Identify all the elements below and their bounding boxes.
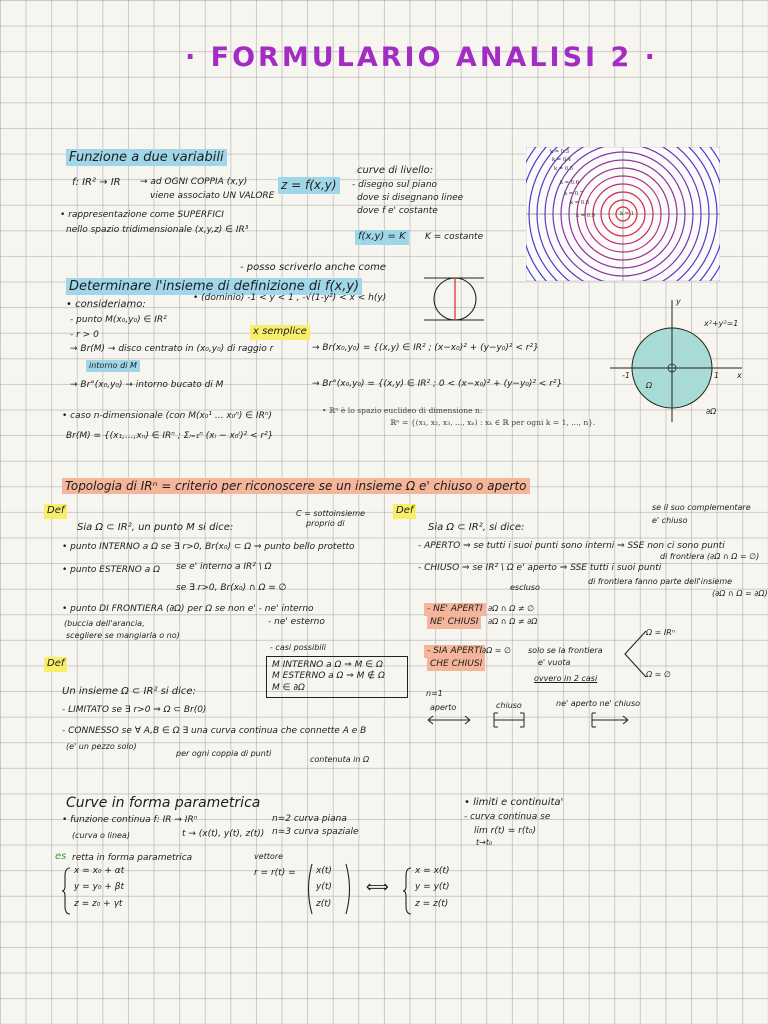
open-interval-label: aperto [430,703,457,712]
parametric-line: retta in forma parametrica [72,853,193,863]
closed-set: - CHIUSO ⇒ se IR² \ Ω e' aperto ⇒ SSE tutti i suoi punti [418,563,662,573]
component-z: z = z(t) [415,898,449,909]
both-open: - SIA APERTI [424,645,485,658]
contour-label: k = 0.9 [576,213,596,219]
circle-equation: x²+y²=1 [704,319,739,328]
contour-plot [526,147,720,281]
rn-note-line1: • ℝⁿ è lo spazio euclideo di dimensione n: [322,406,483,415]
domain-alt-note: - posso scriverlo anche come [240,262,386,273]
closed-set-b: di frontiera fanno parte dell'insieme [588,577,733,586]
closed-interval-label: chiuso [496,701,522,710]
consider-label: • consideriamo: [66,299,146,310]
subset-note-2: proprio di [306,519,345,528]
component-system [415,866,449,910]
continuous-curve-if: - curva continua se [464,812,551,822]
def-badge-left: Def [44,504,67,519]
excluded-note: escluso [510,583,540,592]
neither-eq-1: ∂Ω ∩ Ω ≠ ∅ [488,604,535,613]
disk-description: → Br(M) → disco centrato in (x₀,y₀) di raggio r [70,344,274,354]
both-closed: CHE CHIUSI [427,658,485,671]
two-cases: ovvero in 2 casi [534,674,598,683]
complement-note-2: e' chiuso [652,516,688,525]
case-empty-set: Ω = ∅ [646,670,671,679]
space-curve: n=3 curva spaziale [272,827,359,837]
neither-open: - NE' APERTI [424,603,486,616]
level-constant-note: K = costante [425,232,484,242]
vector-note: vettore [254,852,284,861]
function-def-coppia: → ad OGNI COPPIA (x,y) [140,177,248,187]
intorno-label: intorno di M [86,360,140,372]
section-heading-domain: Determinare l'insieme di definizione di f(x,y) [66,278,362,295]
equivalence-arrow: ⟺ [366,877,389,896]
n-one-label: n=1 [426,689,443,698]
one-piece-note: (e' un pezzo solo) [66,742,137,751]
curve-or-line: (curva o linea) [72,831,130,840]
interior-point: • punto INTERNO a Ω se ∃ r>0, Br(x₀) ⊂ Ω ⇒ punto bello protetto [62,542,355,552]
frontier-note-2: scegliere se mangiarla o no) [66,631,180,640]
system-brace-left [62,866,72,916]
is-empty: e' vuota [538,658,571,667]
section-heading-topology: Topologia di IRⁿ = criterio per riconoscere se un insieme Ω e' chiuso o aperto [62,478,530,494]
contour-label: k = 1 [620,211,635,217]
interval-sketches [424,710,644,730]
contained-note: contenuta in Ω [310,755,370,764]
contour-label: k = 0.5 [554,166,574,172]
open-set-b: di frontiera (∂Ω ∩ Ω = ∅) [660,552,760,561]
level-curves-line2: - disegno sul piano [352,180,438,190]
printed-rn-note [322,405,622,429]
case-whole-space: Ω = IRⁿ [646,628,676,637]
open-set: - APERTO ⇒ se tutti i suoi punti sono interni ⇒ SSE non ci sono punti [418,541,725,551]
exterior-point-b: se e' interno a IR² \ Ω [176,562,272,572]
function-equation: z = f(x,y) [278,177,340,194]
connected-set: - CONNESSO se ∀ A,B ∈ Ω ∃ una curva continua che connette A e B [62,726,367,736]
frontier-point-b: - ne' esterno [268,617,325,627]
unit-circle-diagram [606,290,756,425]
component-x: x = x(t) [415,866,450,876]
level-curves-line4: dove f e' costante [357,206,438,216]
level-curves-line3: dove si disegnano linee [357,193,464,203]
complement-note-1: se il suo complementare [652,503,751,512]
surface-rep-line1: • rappresentazione come SUPERFICI [60,210,224,220]
component-y: y = y(t) [415,882,450,893]
x-semplice: x semplice [250,325,310,340]
bounded-set: - LIMITATO se ∃ r>0 ⇒ Ω ⊂ Br(0) [62,705,207,715]
case-frontier: M ∈ ∂Ω [272,682,305,693]
tick-neg: -1 [622,371,630,380]
sia-left: Sia Ω ⊂ IR², un punto M si dice: [77,522,234,533]
function-def-valore: viene associato UN VALORE [150,191,275,201]
plane-curve: n=2 curva piana [272,814,347,824]
level-equation: f(x,y) = K [355,230,409,245]
function-def-domain: f: IR² → IR [72,177,121,188]
case-exterior: M ESTERNO a Ω ⇒ M ∉ Ω [272,671,385,682]
boundary-label: ∂Ω [706,407,717,416]
punctured-equation: → Br°(x₀,y₀) = {(x,y) ∈ IR² ; 0 < (x−x₀)² + (y−y₀)² < r²} [312,379,563,389]
surface-rep-line2: nello spazio tridimensionale (x,y,z) ∈ IR³ [66,225,249,235]
possible-cases: - casi possibili [270,643,326,652]
def-badge-lower: Def [44,657,67,672]
radius-positive: - r > 0 [70,330,99,340]
axis-x-label: x [737,371,742,380]
contour-label: k = 0.7 [564,191,584,197]
contour-label: k = 0.4 [552,157,572,163]
vector-r-label: r = r(t) = [254,868,296,878]
closed-set-c: (∂Ω ∩ Ω = ∂Ω) [712,589,768,598]
sia-right: Sia Ω ⊂ IR², si dice: [428,522,525,533]
rn-note-line2: ℝⁿ = {(x₁, x₂, x₃, ..., xₙ) : xₖ ∈ ℝ per ogni k = 1, ..., n}. [390,418,596,428]
exterior-point-c: se ∃ r>0, Br(x₀) ∩ Ω = ∅ [176,583,287,593]
parametric-map: t → (x(t), y(t), z(t)) [182,829,265,839]
limit-equation: lim r(t) = r(t₀) [474,826,537,836]
contour-label: k = 0.8 [570,200,590,206]
limits-heading: • limiti e continuita' [464,797,564,808]
neither-eq-2: ∂Ω ∩ Ω ≠ ∂Ω [488,617,538,626]
vector-components [316,866,332,910]
point-m: - punto M(x₀,y₀) ∈ IR² [70,315,167,325]
def-badge-right: Def [393,504,416,519]
every-pair-note: per ogni coppia di punti [176,749,272,758]
neither-interval-label: ne' aperto ne' chiuso [556,699,641,708]
only-if-frontier: solo se la frontiera [528,646,603,655]
n-dim-ball: Br(M) = {(x₁,...,xₙ) ∈ IRⁿ ; Σᵢ₌₁ⁿ (xᵢ − x₀ⁱ)² < r²} [66,431,274,441]
n-dim-case: • caso n-dimensionale (con M(x₀¹ ... x₀ⁿ) ∈ IRⁿ) [62,411,272,421]
neither-closed: NE' CHIUSI [427,616,481,629]
section-heading-functions: Funzione a due variabili [66,149,227,166]
contour-label: k = 0.6 [560,180,580,186]
line-y: y = y₀ + βt [74,882,125,893]
level-curves-title: curve di livello: [357,165,434,176]
frontier-note-1: (buccia dell'arancia, [64,619,145,628]
example-label: es [55,851,67,862]
domain-inequality: • (dominio) -1 < y < 1 , -√(1-y²) < x < h(y) [193,293,387,303]
vector-z: z(t) [316,898,332,909]
limit-subscript: t→t₀ [476,838,493,847]
line-system [74,866,124,910]
domain-sketch [424,268,488,328]
cases-branch-arrow [622,628,648,680]
page-title: · FORMULARIO ANALISI 2 · [185,42,658,73]
punctured-disk: → Br°(x₀,y₀) → intorno bucato di M [70,380,224,390]
axis-y-label: y [676,297,681,306]
vector-x: x(t) [316,866,332,876]
line-z: z = z₀ + γt [74,898,123,909]
frontier-point-a: • punto DI FRONTIERA (∂Ω) per Ω se non e' - ne' interno [62,604,314,614]
tick-pos: 1 [714,371,720,380]
vector-y: y(t) [316,882,332,893]
subset-note-1: C = sottoinsieme [296,509,365,518]
line-x: x = x₀ + αt [74,866,125,876]
both-eq: ∂Ω = ∅ [482,646,512,655]
case-interior: M INTERNO a Ω ⇒ M ∈ Ω [272,660,383,670]
exterior-point-a: • punto ESTERNO a Ω [62,565,160,575]
set-definition: Un insieme Ω ⊂ IR² si dice: [62,686,196,697]
continuous-function: • funzione continua f: IR → IRⁿ [62,815,198,825]
cases-box [266,656,408,698]
omega-label: Ω [646,381,653,390]
section-heading-curves: Curve in forma parametrica [66,795,261,811]
disk-equation: → Br(x₀,y₀) = {(x,y) ∈ IR² ; (x−x₀)² + (y−y₀)² < r²} [312,343,539,353]
contour-label: k = 0.3 [550,149,570,155]
system-brace-right [403,866,413,916]
